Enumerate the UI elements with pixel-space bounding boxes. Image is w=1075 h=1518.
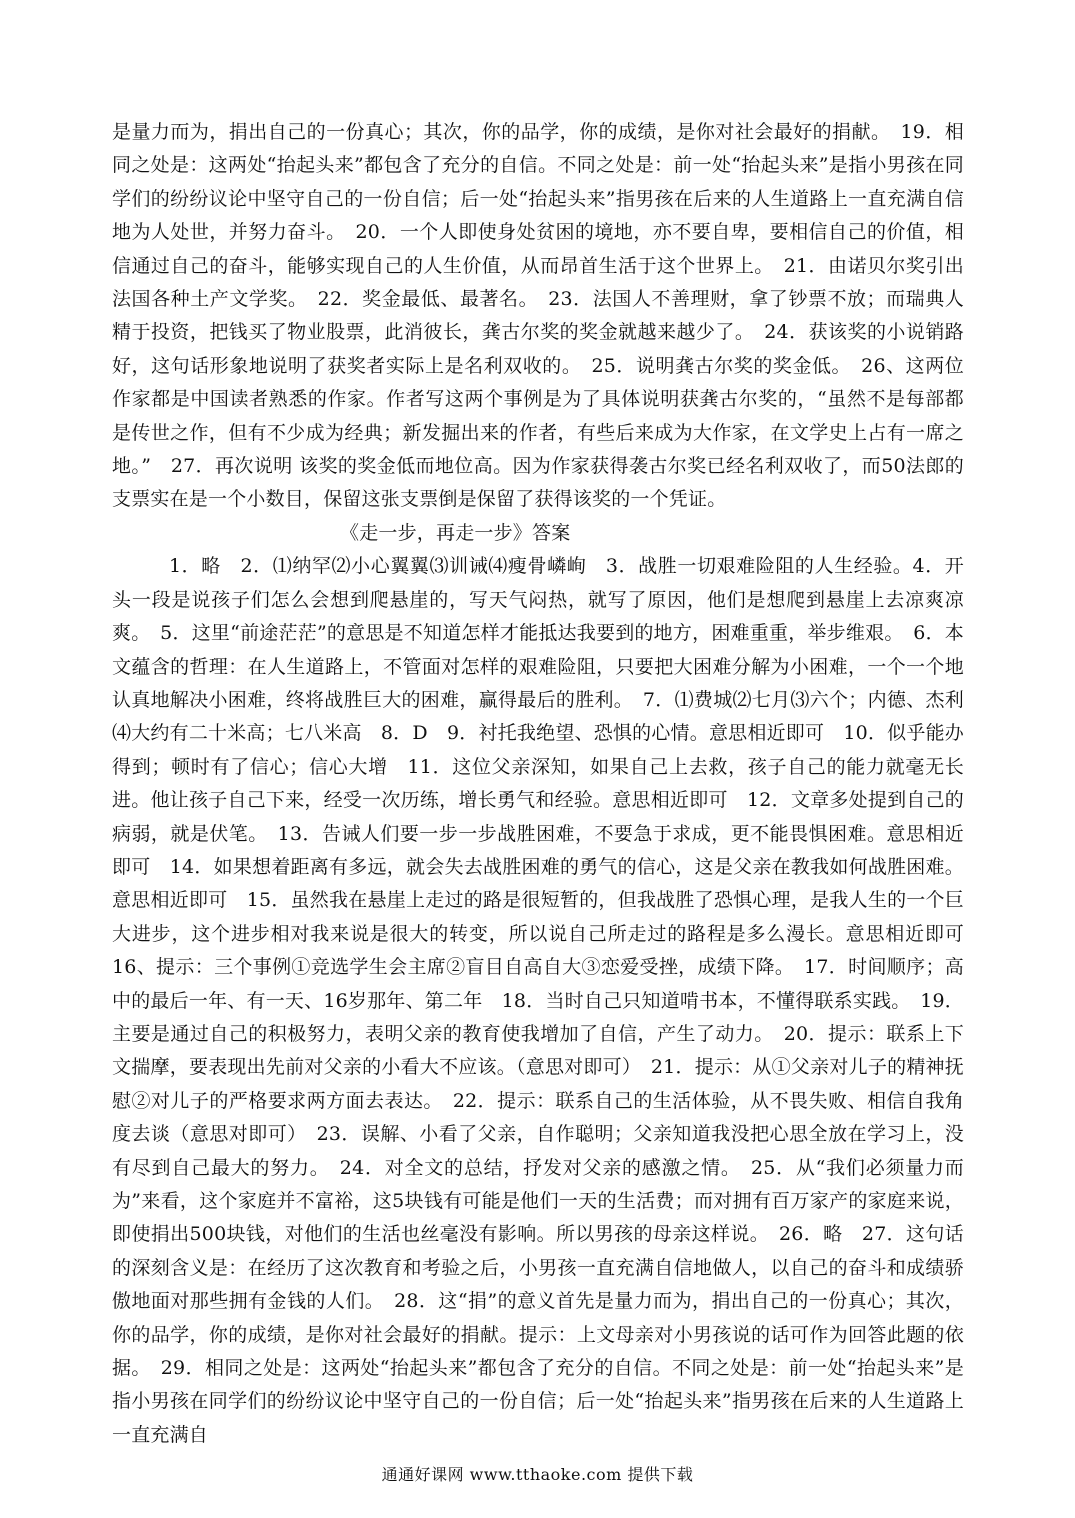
page-footer: 通通好课网 www.tthaoke.com 提供下载 [381,1465,694,1484]
answer-paragraph-walk-one-step: 1．略 2．⑴纳罕⑵小心翼翼⑶训诫⑷瘦骨嶙峋 3．战胜一切艰难险阻的人生经验。4．开头一段是说孩子们怎么会想到爬悬崖的，写天气闷热，就写了原因，他们是想爬到悬崖上去凉爽凉爽。 5．这里“前途茫茫”的意思是不知道怎样才能抵达我要到的地方，困难重重，举步维艰。 6．本文蕴含的哲理：在人生道路上，不管面对怎样的艰难险阻，只要把大困难分解为小困难，一个一个地认真地解决小困难，终将战胜巨大的困难，赢得最后的胜利。 7．⑴费城⑵七月⑶六个；内德、杰利⑷大约有二十米高；七八米高 8．D 9．衬托我绝望、恐惧的心情。意思相近即可 10．似乎能办得到；顿时有了信心；信心大增 11．这位父亲深知，如果自己上去救，孩子自己的能力就毫无长进。他让孩子自己下来，经受一次历练，增长勇气和经验。意思相近即可 12．文章多处提到自己的病弱，就是伏笔。 13．告诫人们要一步一步战胜困难，不要急于求成，更不能畏惧困难。意思相近即可 14．如果想着距离有多远，就会失去战胜困难的勇气的信心，这是父亲在教我如何战胜困难。意思相近即可 15．虽然我在悬崖上走过的路是很短暂的，但我战胜了恐惧心理，是我人生的一个巨大进步，这个进步相对我来说是很大的转变，所以说自己所走过的路程是多么漫长。意思相近即可 16、提示：三个事例①竞选学生会主席②盲目自高自大③恋爱受挫，成绩下降。 17．时间顺序；高中的最后一年、有一天、16岁那年、第二年 18．当时自己只知道啃书本，不懂得联系实践。 19．主要是通过自己的积极努力，表明父亲的教育使我增加了自信，产生了动力。 20．提示：联系上下文揣摩，要表现出先前对父亲的小看大不应该。（意思对即可） 21．提示：从①父亲对儿子的精神抚慰②对儿子的严格要求两方面去表达。 22．提示：联系自己的生活体验，从不畏失败、相信自我角度去谈（意思对即可） 23．误解、小看了父亲，自作聪明；父亲知道我没把心思全放在学习上，没有尽到自己最大的努力。 24．对全文的总结，抒发对父亲的感激之情。 25．从“我们必须量力而为”来看，这个家庭并不富裕，这5块钱有可能是他们一天的生活费；而对拥有百万家产的家庭来说，即使捐出500块钱，对他们的生活也丝毫没有影响。所以男孩的母亲这样说。 26．略 27．这句话的深刻含义是：在经历了这次教育和考验之后，小男孩一直充满自信地做人，以自己的奋斗和成绩骄傲地面对那些拥有金钱的人们。 28．这“捐”的意义首先是量力而为，捐出自己的一份真心；其次，你的品学，你的成绩，是你对社会最好的捐献。提示：上文母亲对小男孩说的话可作为回答此题的依据。 29．相同之处是：这两处“抬起头来”都包含了充分的自信。不同之处是：前一处“抬起头来”是指小男孩在同学们的纷纷议论中坚守自己的一份自信；后一处“抬起头来”指男孩在后来的人生道路上一直充满自 [112,555,984,1446]
answer-paragraph-continued: 是量力而为，捐出自己的一份真心；其次，你的品学，你的成绩，是你对社会最好的捐献。 19．相同之处是：这两处“抬起头来”都包含了充分的自信。不同之处是：前一处“抬起头来”是指小男孩在同学们的纷纷议论中坚守自己的一份自信；后一处“抬起头来”指男孩在后来的人生道路上一直充满自信地为人处世，并努力奋斗。 20．一个人即使身处贫困的境地，亦不要自卑，要相信自己的价值，相信通过自己的奋斗，能够实现自己的人生价值，从而昂首生活于这个世界上。 21．由诺贝尔奖引出法国各种土产文学奖。 22．奖金最低、最著名。 23．法国人不善理财，拿了钞票不放；而瑞典人精于投资，把钱买了物业股票，此消彼长，龚古尔奖的奖金就越来越少了。 24．获该奖的小说销路好，这句话形象地说明了获奖者实际上是名利双收的。 25．说明龚古尔奖的奖金低。 26、这两位作家都是中国读者熟悉的作家。作者写这两个事例是为了具体说明获龚古尔奖的，“虽然不是每部都是传世之作，但有不少成为经典；新发掘出来的作者，有些后来成为大作家，在文学史上占有一席之地。” 27．再次说明 该奖的奖金低而地位高。因为作家获得袭古尔奖已经名利双收了，而50法郎的支票实在是一个小数目，保留这张支票倒是保留了获得该奖的一个凭证。 [112,121,964,511]
section-title: 《走一步，再走一步》答案 [340,521,571,544]
document-body [112,116,984,1452]
